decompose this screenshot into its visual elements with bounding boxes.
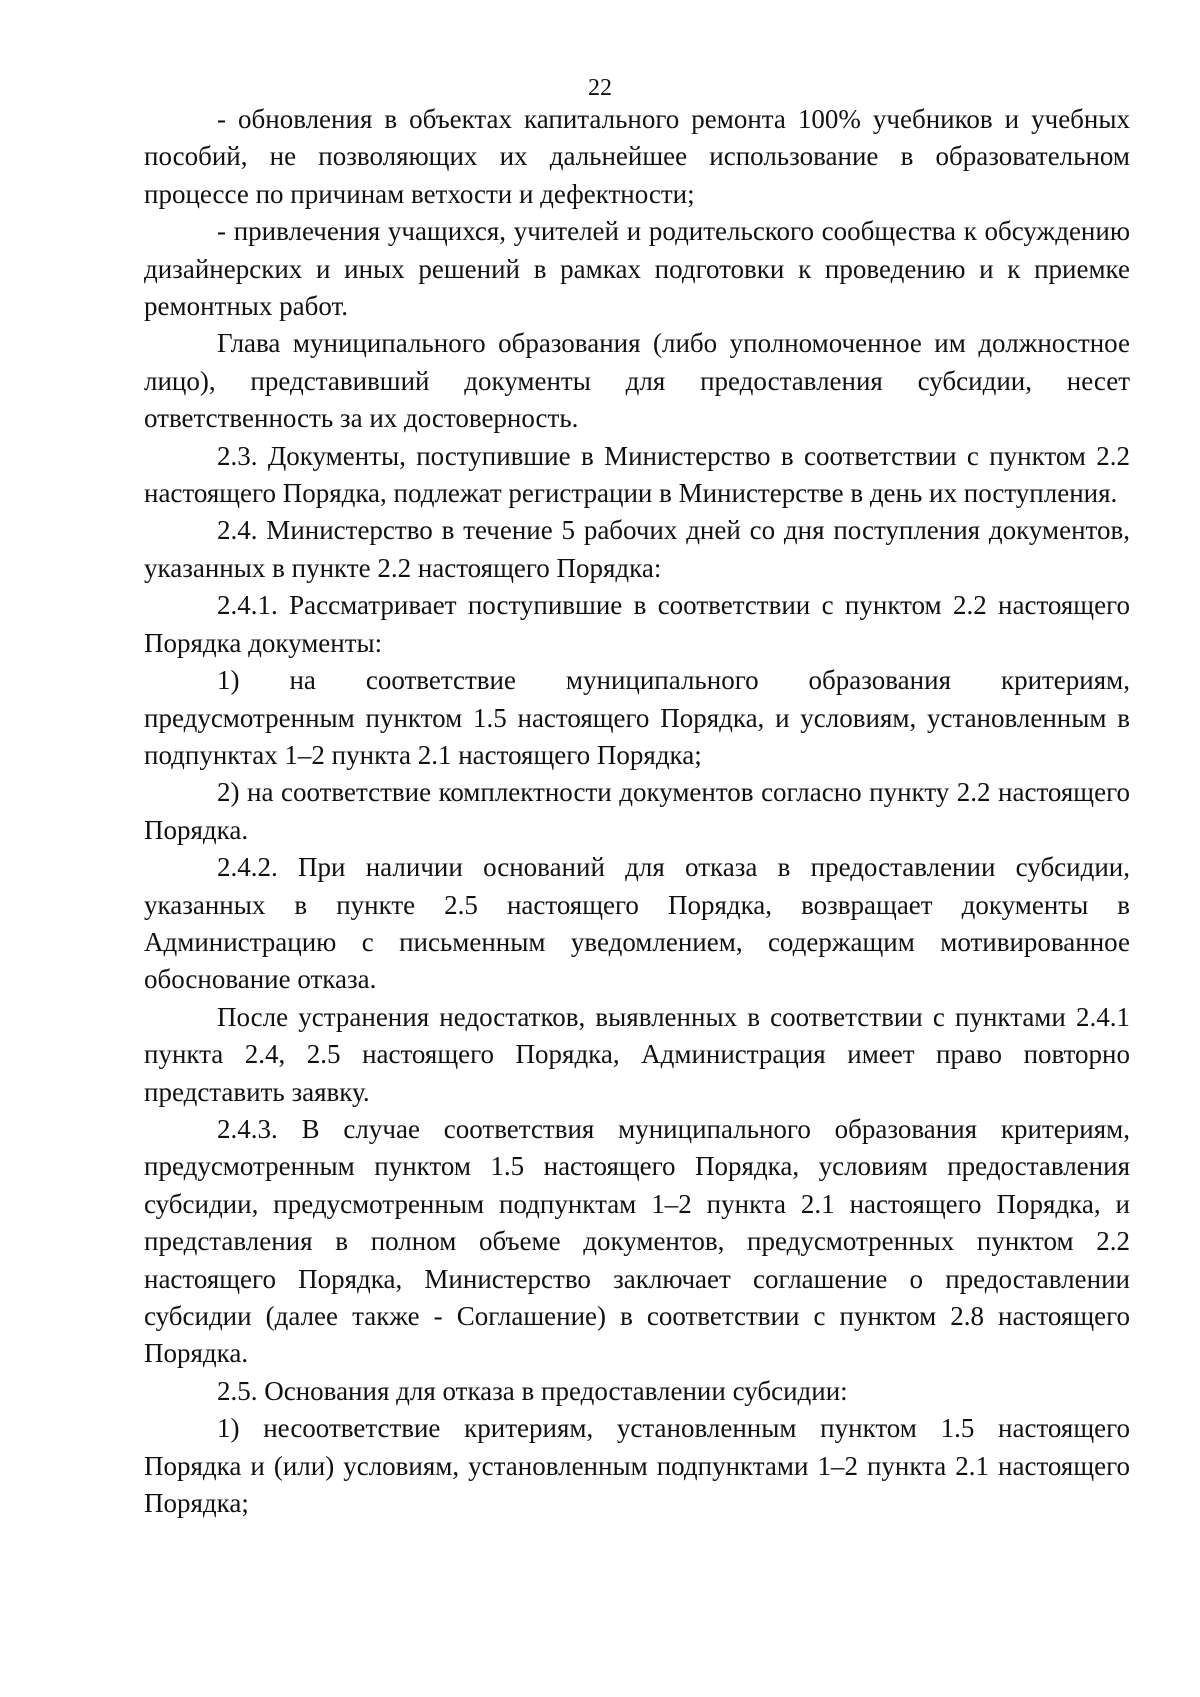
paragraph-2-4-1-item-1: 1) на соответствие муниципального образования критериям, предусмотренным пунктом 1.5 настоящего Порядка, и условиям, установленным в подпунктах 1–2 пункта 2.1 настоящего Порядка; xyxy=(144,665,1130,770)
paragraph-2-5: 2.5. Основания для отказа в предоставлении субсидии: xyxy=(217,1375,848,1406)
paragraph-2-4-2: 2.4.2. При наличии оснований для отказа в предоставлении субсидии, указанных в пункте 2.5 настоящего Порядка, возвращает документы в Администрацию с письменным уведомлением, содержащим мотивированное обоснование отказа. xyxy=(144,852,1130,995)
paragraph-textbooks-update: - обновления в объектах капитального ремонта 100% учебников и учебных пособий, не позволяющих их дальнейшее использование в образовательном процессе по причинам ветхости и дефектности; xyxy=(144,104,1130,209)
paragraph-2-5-item-1: 1) несоответствие критериям, установленным пунктом 1.5 настоящего Порядка и (или) условиям, установленным подпунктами 1–2 пункта 2.1 настоящего Порядка; xyxy=(144,1413,1130,1519)
paragraph-2-4-3: 2.4.3. В случае соответствия муниципального образования критериям, предусмотренным пунктом 1.5 настоящего Порядка, условиям предоставления субсидии, предусмотренным подпунктам 1–2 пункта 2.1 настоящего Порядка, и представления в полном объеме документов, предусмотренных пунктом 2.2 настоящего Порядка, Министерство заключает соглашение о предоставлении субсидии (далее также - Соглашение) в соответствии с пунктом 2.8 настоящего Порядка. xyxy=(144,1113,1130,1369)
paragraph-2-4: 2.4. Министерство в течение 5 рабочих дней со дня поступления документов, указанных в пункте 2.2 настоящего Порядка: xyxy=(144,515,1130,583)
paragraph-2-4-1: 2.4.1. Рассматривает поступившие в соответствии с пунктом 2.2 настоящего Порядка документы: xyxy=(144,590,1130,658)
paragraph-resubmission: После устранения недостатков, выявленных в соответствии с пунктами 2.4.1 пункта 2.4, 2.5 настоящего Порядка, Администрация имеет право повторно представить заявку. xyxy=(144,1001,1130,1107)
page-number: 22 xyxy=(588,75,612,101)
paragraph-2-3: 2.3. Документы, поступившие в Министерство в соответствии с пунктом 2.2 настоящего Порядка, подлежат регистрации в Министерстве в день их поступления. xyxy=(144,440,1130,509)
document-body xyxy=(144,101,1130,1522)
paragraph-2-4-1-item-2: 2) на соответствие комплектности документов согласно пункту 2.2 настоящего Порядка. xyxy=(144,777,1130,845)
paragraph-community-involvement: - привлечения учащихся, учителей и родительского сообщества к обсуждению дизайнерских и иных решений в рамках подготовки к проведению и к приемке ремонтных работ. xyxy=(144,216,1130,322)
paragraph-head-responsibility: Глава муниципального образования (либо уполномоченное им должностное лицо), представивший документы для предоставления субсидии, несет ответственность за их достоверность. xyxy=(144,328,1130,434)
